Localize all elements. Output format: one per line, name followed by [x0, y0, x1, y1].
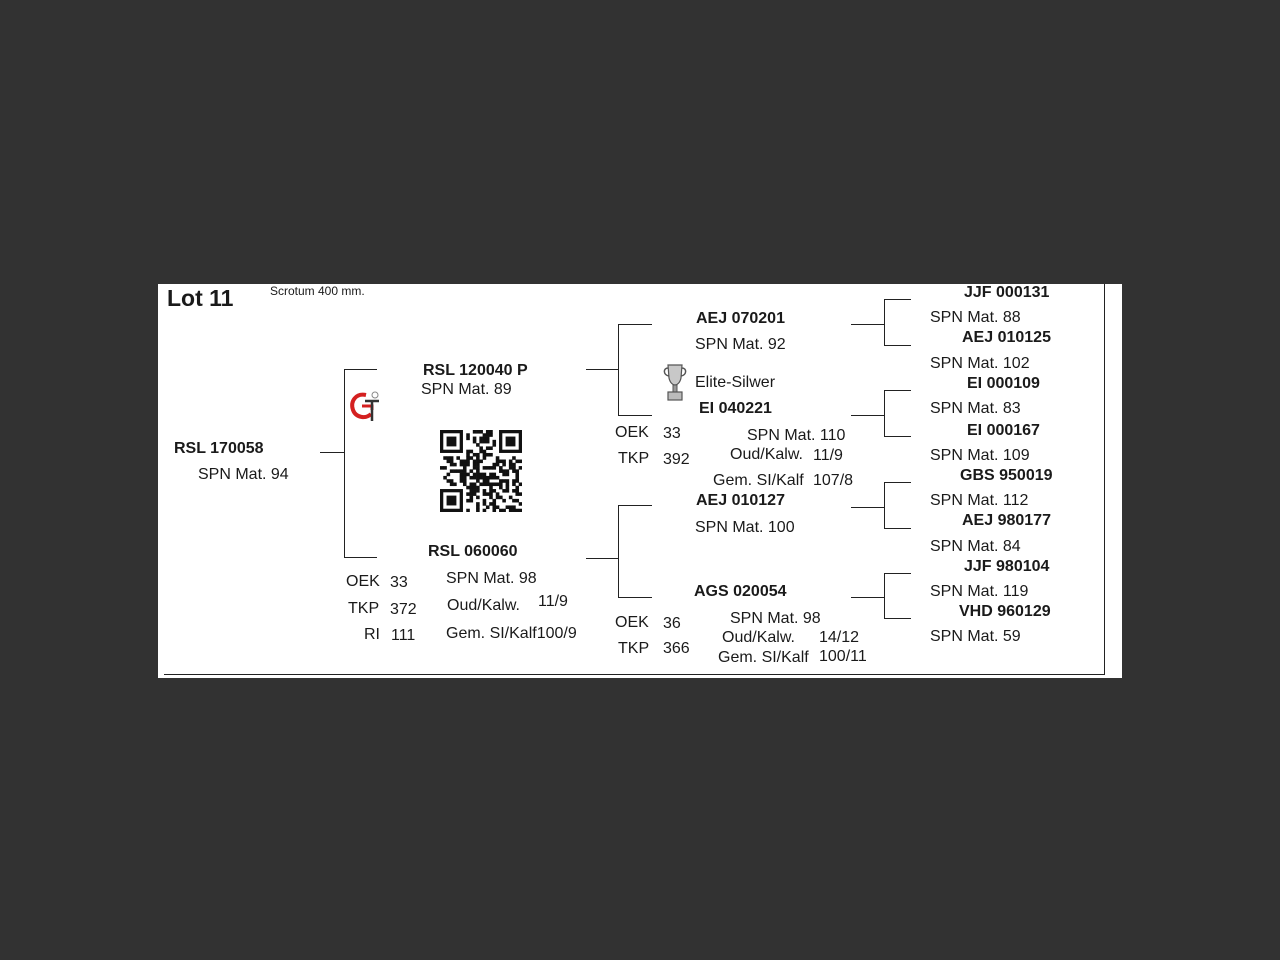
- ggp-8-id: VHD 960129: [959, 603, 1051, 620]
- ggp-1-id: JJF 000131: [964, 284, 1050, 301]
- connector: [884, 573, 911, 574]
- subject-spn: SPN Mat. 94: [198, 466, 289, 483]
- dam-dam-oek-label: OEK: [615, 614, 649, 631]
- sire-dam-id: EI 040221: [699, 400, 772, 417]
- ggp-5-id: GBS 950019: [960, 467, 1053, 484]
- connector: [884, 299, 911, 300]
- connector: [320, 452, 345, 453]
- sire-dam-oud-label: Oud/Kalw.: [730, 446, 803, 463]
- connector: [851, 415, 885, 416]
- dam-ri-label: RI: [364, 626, 380, 643]
- connector: [618, 505, 652, 506]
- dam-sire-spn: SPN Mat. 100: [695, 519, 795, 536]
- sire-dam-award: Elite-Silwer: [695, 374, 776, 391]
- qr-code: [440, 430, 522, 512]
- ggp-3-spn: SPN Mat. 83: [930, 400, 1021, 417]
- connector: [618, 505, 619, 597]
- sire-sire-spn: SPN Mat. 92: [695, 336, 786, 353]
- connector: [851, 597, 885, 598]
- dam-oud: 11/9: [538, 593, 568, 610]
- connector: [586, 369, 619, 370]
- connector: [884, 390, 885, 437]
- breeder-logo: [348, 389, 382, 423]
- dam-dam-tkp-label: TKP: [618, 640, 650, 657]
- ggp-7-spn: SPN Mat. 119: [930, 583, 1029, 600]
- lot-title: Lot 11: [167, 285, 234, 311]
- connector: [586, 558, 619, 559]
- subject-id: RSL 170058: [174, 440, 264, 457]
- dam-dam-spn: SPN Mat. 98: [730, 610, 821, 627]
- dam-gem: Gem. SI/Kalf100/9: [446, 625, 577, 642]
- connector: [618, 324, 652, 325]
- connector: [851, 507, 885, 508]
- dam-dam-oud: 14/12: [819, 629, 860, 646]
- dam-dam-oek: 36: [663, 615, 681, 632]
- sire-sire-id: AEJ 070201: [696, 310, 785, 327]
- dam-oek-label: OEK: [346, 573, 380, 590]
- connector: [884, 299, 885, 346]
- pedigree-sheet: [158, 284, 1122, 678]
- dam-oud-label: Oud/Kalw.: [447, 597, 520, 614]
- connector: [884, 482, 911, 483]
- connector: [851, 324, 885, 325]
- ggp-6-spn: SPN Mat. 84: [930, 538, 1021, 555]
- connector: [884, 528, 911, 529]
- connector: [344, 369, 377, 370]
- sire-dam-tkp-label: TKP: [618, 450, 650, 467]
- ggp-2-spn: SPN Mat. 102: [930, 355, 1030, 372]
- trophy-icon: [662, 362, 688, 404]
- dam-ri: 111: [391, 627, 416, 644]
- sire-id: RSL 120040 P: [423, 362, 528, 379]
- connector: [344, 369, 345, 558]
- dam-spn: SPN Mat. 98: [446, 570, 537, 587]
- dam-dam-gem: 100/11: [819, 648, 867, 665]
- connector: [618, 597, 652, 598]
- ggp-8-spn: SPN Mat. 59: [930, 628, 1021, 645]
- sire-dam-spn: SPN Mat. 110: [747, 427, 846, 444]
- ggp-4-spn: SPN Mat. 109: [930, 447, 1030, 464]
- dam-dam-id: AGS 020054: [694, 583, 787, 600]
- sire-dam-oud: 11/9: [813, 447, 843, 464]
- ggp-5-spn: SPN Mat. 112: [930, 492, 1029, 509]
- connector: [344, 557, 377, 558]
- connector: [884, 390, 911, 391]
- connector: [618, 324, 619, 415]
- dam-dam-gem-label: Gem. SI/Kalf: [718, 649, 809, 666]
- sire-dam-gem-label: Gem. SI/Kalf: [713, 472, 804, 489]
- dam-oek: 33: [390, 574, 408, 591]
- ggp-7-id: JJF 980104: [964, 558, 1050, 575]
- dam-dam-oud-label: Oud/Kalw.: [722, 629, 795, 646]
- dam-tkp: 372: [390, 601, 417, 618]
- connector: [884, 482, 885, 529]
- dam-tkp-label: TKP: [348, 600, 380, 617]
- dam-sire-id: AEJ 010127: [696, 492, 785, 509]
- connector: [884, 573, 885, 619]
- ggp-1-spn: SPN Mat. 88: [930, 309, 1021, 326]
- sire-dam-tkp: 392: [663, 451, 690, 468]
- sire-dam-oek: 33: [663, 425, 681, 442]
- ggp-6-id: AEJ 980177: [962, 512, 1051, 529]
- dam-dam-tkp: 366: [663, 640, 690, 657]
- ggp-4-id: EI 000167: [967, 422, 1040, 439]
- connector: [884, 436, 911, 437]
- scrotum-note: Scrotum 400 mm.: [270, 284, 365, 298]
- connector: [618, 415, 652, 416]
- connector: [884, 618, 911, 619]
- sire-spn: SPN Mat. 89: [421, 381, 512, 398]
- ggp-2-id: AEJ 010125: [962, 329, 1051, 346]
- sire-dam-gem: 107/8: [813, 472, 854, 489]
- sire-dam-oek-label: OEK: [615, 424, 649, 441]
- dam-id: RSL 060060: [428, 543, 518, 560]
- ggp-3-id: EI 000109: [967, 375, 1040, 392]
- connector: [884, 345, 911, 346]
